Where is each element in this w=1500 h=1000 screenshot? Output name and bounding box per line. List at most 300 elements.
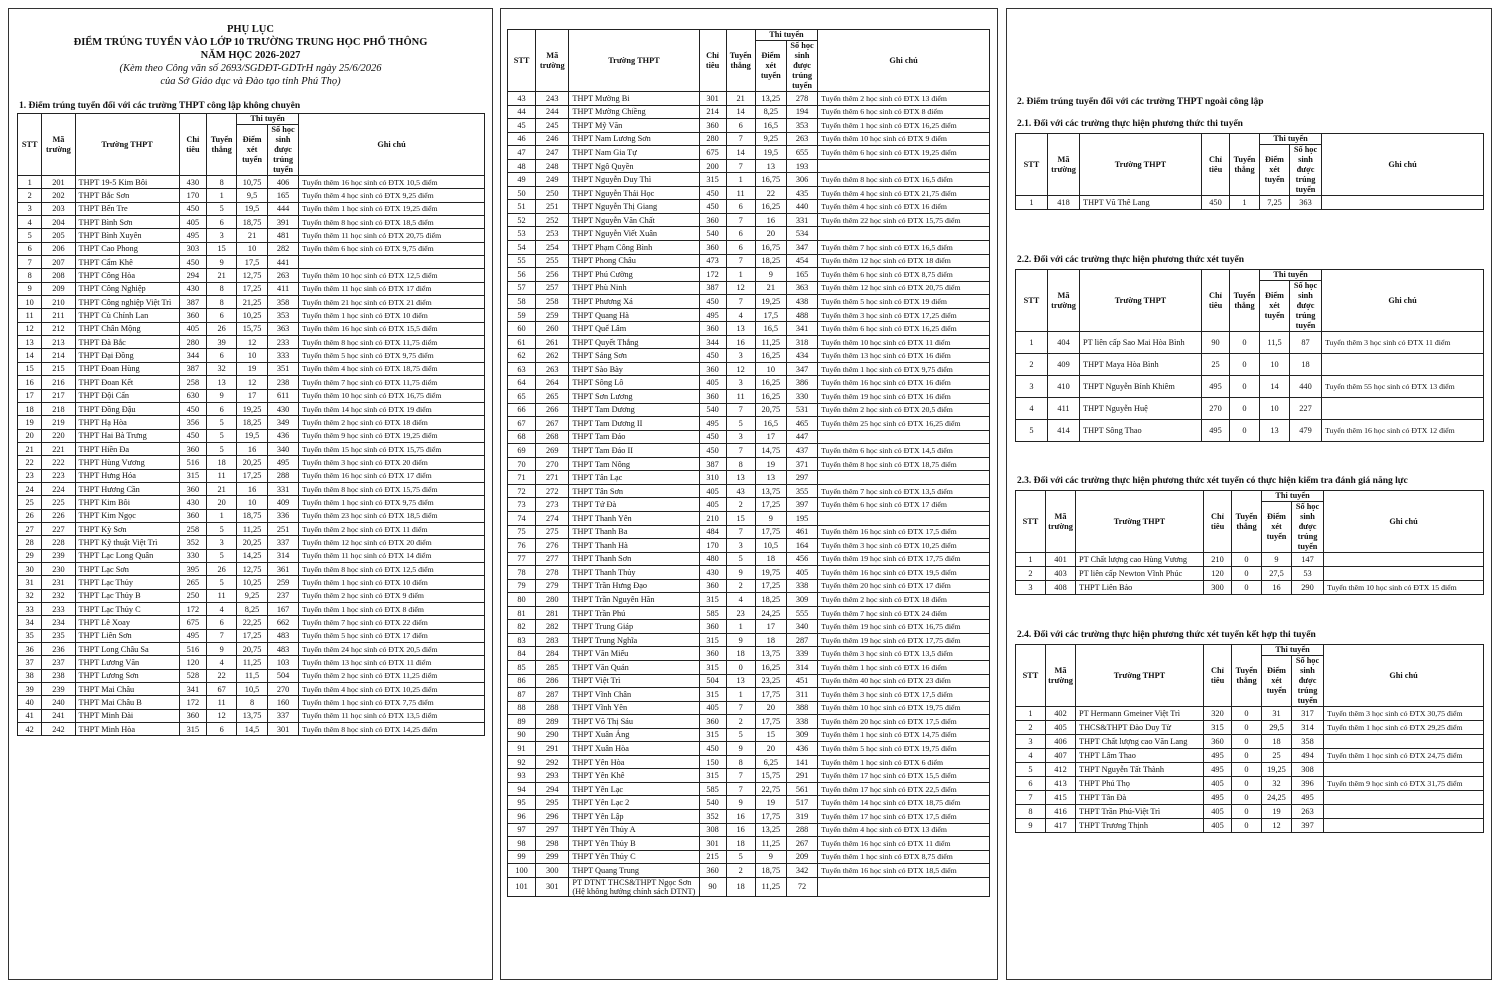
stt-cell: 48 bbox=[508, 159, 536, 173]
school-name-cell: THPT Võ Thị Sáu bbox=[569, 715, 699, 729]
cutoff-score-cell: 19 bbox=[237, 362, 268, 375]
school-name-cell: THPT Trần Phú-Việt Trì bbox=[1076, 805, 1204, 819]
table-row bbox=[508, 92, 990, 106]
stt-cell: 91 bbox=[508, 742, 536, 756]
admitted-count-cell: 555 bbox=[786, 606, 817, 620]
direct-admit-cell: 18 bbox=[207, 456, 237, 469]
stt-cell: 36 bbox=[18, 643, 42, 656]
school-code-cell: 288 bbox=[536, 701, 569, 715]
school-name-cell: THPT Lạc Long Quân bbox=[75, 549, 179, 562]
exam-schools-table bbox=[1015, 133, 1484, 210]
admitted-count-cell: 165 bbox=[786, 268, 817, 282]
school-code-cell: 224 bbox=[42, 482, 75, 495]
quota-cell: 540 bbox=[699, 403, 726, 417]
school-code-cell: 259 bbox=[536, 308, 569, 322]
stt-cell: 49 bbox=[508, 173, 536, 187]
stt-cell: 65 bbox=[508, 390, 536, 404]
note-cell: Tuyển thêm 19 học sinh có ĐTX 16,75 điểm bbox=[818, 620, 990, 634]
stt-cell: 70 bbox=[508, 457, 536, 471]
school-name-cell: THPT Lạc Thủy bbox=[75, 576, 179, 589]
note-cell: Tuyển thêm 10 học sinh có ĐTX 19,75 điểm bbox=[818, 701, 990, 715]
school-name-cell: THPT Minh Đài bbox=[75, 709, 179, 722]
school-name-cell: THPT Bắc Sơn bbox=[75, 189, 179, 202]
cutoff-score-cell: 21 bbox=[237, 229, 268, 242]
direct-admit-cell: 12 bbox=[726, 362, 755, 376]
stt-cell: 74 bbox=[508, 511, 536, 525]
stt-cell: 93 bbox=[508, 769, 536, 783]
school-name-cell: THPT Yên Lạc 2 bbox=[569, 796, 699, 810]
admitted-count-cell: 495 bbox=[1292, 791, 1324, 805]
admitted-count-cell: 405 bbox=[786, 566, 817, 580]
direct-admit-cell: 3 bbox=[726, 349, 755, 363]
table-row bbox=[508, 877, 990, 896]
school-code-cell: 411 bbox=[1048, 398, 1080, 420]
school-name-cell: THPT Mường Bi bbox=[569, 92, 699, 106]
admitted-count-cell: 358 bbox=[268, 296, 299, 309]
cutoff-score-cell: 10 bbox=[237, 242, 268, 255]
school-code-cell: 417 bbox=[1046, 819, 1076, 833]
school-name-cell: THPT Quang Hà bbox=[569, 308, 699, 322]
quota-cell: 330 bbox=[179, 549, 207, 562]
admitted-count-cell: 227 bbox=[1290, 398, 1322, 420]
stt-cell: 5 bbox=[1016, 763, 1046, 777]
quota-cell: 360 bbox=[699, 119, 726, 133]
note-cell: Tuyển thêm 16 học sinh có ĐTX 10,5 điểm bbox=[299, 176, 485, 189]
cutoff-score-cell: 9 bbox=[755, 511, 786, 525]
school-name-cell: THPT Chân Mộng bbox=[75, 322, 179, 335]
school-name-cell: THPT Nguyễn Thái Học bbox=[569, 186, 699, 200]
school-name-cell: THPT Phong Châu bbox=[569, 254, 699, 268]
table-row bbox=[508, 335, 990, 349]
note-cell: Tuyển thêm 11 học sinh có ĐTX 17 điểm bbox=[299, 282, 485, 295]
admitted-count-cell: 351 bbox=[268, 362, 299, 375]
school-code-cell: 289 bbox=[536, 715, 569, 729]
note-cell: Tuyển thêm 14 học sinh có ĐTX 18,75 điểm bbox=[818, 796, 990, 810]
direct-admit-cell: 13 bbox=[726, 471, 755, 485]
stt-cell: 4 bbox=[1016, 398, 1048, 420]
note-cell bbox=[818, 227, 990, 241]
note-cell: Tuyển thêm 2 học sinh có ĐTX 11 điểm bbox=[299, 522, 485, 535]
school-name-cell: THPT Phú Thọ bbox=[1076, 777, 1204, 791]
quota-cell: 450 bbox=[699, 295, 726, 309]
quota-cell: 395 bbox=[179, 562, 207, 575]
stt-cell: 1 bbox=[1016, 553, 1046, 567]
table-row bbox=[18, 696, 485, 709]
note-cell: Tuyển thêm 16 học sinh có ĐTX 18,5 điểm bbox=[818, 864, 990, 878]
school-name-cell: THPT Cẩm Khê bbox=[75, 256, 179, 269]
school-code-cell: 284 bbox=[536, 647, 569, 661]
col-header-cutoff-score: Điểm xét tuyển bbox=[1260, 281, 1290, 332]
table-row bbox=[18, 202, 485, 215]
direct-admit-cell: 0 bbox=[1232, 763, 1262, 777]
note-cell: Tuyển thêm 6 học sinh có ĐTX 9,75 điểm bbox=[299, 242, 485, 255]
direct-admit-cell: 5 bbox=[726, 417, 755, 431]
cutoff-score-cell: 19 bbox=[755, 457, 786, 471]
cutoff-score-cell: 10,5 bbox=[755, 539, 786, 553]
stt-cell: 37 bbox=[18, 656, 42, 669]
note-cell bbox=[1324, 819, 1484, 833]
quota-cell: 315 bbox=[699, 173, 726, 187]
quota-cell: 450 bbox=[699, 200, 726, 214]
admitted-count-cell: 288 bbox=[268, 469, 299, 482]
stt-cell: 101 bbox=[508, 877, 536, 896]
table-row bbox=[508, 511, 990, 525]
note-cell: Tuyển thêm 16 học sinh có ĐTX 11 điểm bbox=[818, 837, 990, 851]
stt-cell: 69 bbox=[508, 444, 536, 458]
school-code-cell: 231 bbox=[42, 576, 75, 589]
admitted-count-cell: 517 bbox=[786, 796, 817, 810]
cutoff-score-cell: 10 bbox=[237, 349, 268, 362]
note-cell: Tuyển thêm 6 học sinh có ĐTX 16,25 điểm bbox=[818, 322, 990, 336]
school-code-cell: 283 bbox=[536, 633, 569, 647]
stt-cell: 3 bbox=[1016, 581, 1046, 595]
admitted-count-cell: 363 bbox=[1290, 196, 1322, 210]
stt-cell: 75 bbox=[508, 525, 536, 539]
table-row bbox=[1016, 581, 1484, 595]
school-name-cell: THPT Sông Thao bbox=[1080, 420, 1202, 442]
note-cell: Tuyển thêm 8 học sinh có ĐTX 14,25 điểm bbox=[299, 723, 485, 736]
school-name-cell: THPT Sơn Lương bbox=[569, 390, 699, 404]
admitted-count-cell: 434 bbox=[786, 349, 817, 363]
cutoff-score-cell: 11,25 bbox=[237, 522, 268, 535]
quota-cell: 360 bbox=[179, 509, 207, 522]
school-code-cell: 248 bbox=[536, 159, 569, 173]
note-cell: Tuyển thêm 2 học sinh có ĐTX 11,25 điểm bbox=[299, 669, 485, 682]
school-name-cell: THPT Tam Dương bbox=[569, 403, 699, 417]
stt-cell: 1 bbox=[1016, 196, 1048, 210]
school-name-cell: THPT Sáng Sơn bbox=[569, 349, 699, 363]
admitted-count-cell: 160 bbox=[268, 696, 299, 709]
col-header-admitted-count: Số học sinh được trúng tuyển bbox=[1290, 281, 1322, 332]
school-name-cell: THPT Mai Châu B bbox=[75, 696, 179, 709]
school-name-cell: THPT Văn Quán bbox=[569, 660, 699, 674]
quota-cell: 450 bbox=[699, 349, 726, 363]
cutoff-score-cell: 18,25 bbox=[755, 593, 786, 607]
cutoff-score-cell: 24,25 bbox=[755, 606, 786, 620]
note-cell bbox=[818, 159, 990, 173]
note-cell: Tuyển thêm 10 học sinh có ĐTX 12,5 điểm bbox=[299, 269, 485, 282]
quota-cell: 387 bbox=[179, 296, 207, 309]
cutoff-score-cell: 11,25 bbox=[755, 877, 786, 896]
note-cell: Tuyển thêm 3 học sinh có ĐTX 10,25 điểm bbox=[818, 539, 990, 553]
table-row bbox=[18, 643, 485, 656]
cutoff-score-cell: 10 bbox=[237, 496, 268, 509]
stt-cell: 4 bbox=[18, 216, 42, 229]
school-code-cell: 280 bbox=[536, 593, 569, 607]
stt-cell: 1 bbox=[1016, 707, 1046, 721]
direct-admit-cell: 11 bbox=[726, 186, 755, 200]
direct-admit-cell: 9 bbox=[207, 256, 237, 269]
direct-admit-cell: 7 bbox=[726, 769, 755, 783]
col-header-school-code: Mã trường bbox=[536, 30, 569, 92]
direct-admit-cell: 0 bbox=[1230, 354, 1260, 376]
note-cell: Tuyển thêm 2 học sinh có ĐTX 13 điểm bbox=[818, 92, 990, 106]
note-cell: Tuyển thêm 40 học sinh có ĐTX 23 điểm bbox=[818, 674, 990, 688]
cutoff-score-cell: 20,25 bbox=[237, 456, 268, 469]
school-name-cell: THPT Yên Thủy A bbox=[569, 823, 699, 837]
school-code-cell: 241 bbox=[42, 709, 75, 722]
school-code-cell: 214 bbox=[42, 349, 75, 362]
col-header-note: Ghi chú bbox=[1324, 491, 1484, 553]
table-row bbox=[508, 362, 990, 376]
cutoff-score-cell: 9 bbox=[755, 268, 786, 282]
school-name-cell: THPT Tam Dương II bbox=[569, 417, 699, 431]
school-name-cell: THPT Trương Thịnh bbox=[1076, 819, 1204, 833]
direct-admit-cell: 8 bbox=[726, 457, 755, 471]
cutoff-score-cell: 19,25 bbox=[1262, 763, 1292, 777]
school-code-cell: 216 bbox=[42, 376, 75, 389]
stt-cell: 78 bbox=[508, 566, 536, 580]
col-header-exam-group: Thi tuyển bbox=[755, 30, 817, 41]
school-code-cell: 220 bbox=[42, 429, 75, 442]
school-code-cell: 247 bbox=[536, 146, 569, 160]
school-code-cell: 274 bbox=[536, 511, 569, 525]
cutoff-score-cell: 15,75 bbox=[755, 769, 786, 783]
direct-admit-cell: 6 bbox=[207, 723, 237, 736]
direct-admit-cell: 7 bbox=[207, 629, 237, 642]
quota-cell: 210 bbox=[1204, 553, 1232, 567]
cutoff-score-cell: 10,25 bbox=[237, 576, 268, 589]
table-row bbox=[18, 429, 485, 442]
quota-cell: 25 bbox=[1202, 354, 1230, 376]
admitted-count-cell: 263 bbox=[268, 269, 299, 282]
school-name-cell: THPT Kỳ Sơn bbox=[75, 522, 179, 535]
cutoff-score-cell: 22,25 bbox=[237, 616, 268, 629]
note-cell: Tuyển thêm 12 học sinh có ĐTX 20,75 điểm bbox=[818, 281, 990, 295]
stt-cell: 23 bbox=[18, 469, 42, 482]
col-header-cutoff-score: Điểm xét tuyển bbox=[237, 125, 268, 176]
cutoff-score-cell: 14,25 bbox=[237, 549, 268, 562]
school-name-cell: THPT Nguyễn Bỉnh Khiêm bbox=[1080, 376, 1202, 398]
note-cell: Tuyển thêm 15 học sinh có ĐTX 15,75 điểm bbox=[299, 442, 485, 455]
col-header-direct-admit: Tuyển thẳng bbox=[207, 114, 237, 176]
quota-cell: 258 bbox=[179, 376, 207, 389]
school-name-cell: THPT Yên Thủy C bbox=[569, 850, 699, 864]
direct-admit-cell: 8 bbox=[207, 282, 237, 295]
admitted-count-cell: 436 bbox=[786, 742, 817, 756]
col-header-quota: Chỉ tiêu bbox=[1202, 134, 1230, 196]
school-name-cell: THPT Đồng Đậu bbox=[75, 402, 179, 415]
school-name-cell: THPT Tứ Đà bbox=[569, 498, 699, 512]
direct-admit-cell: 5 bbox=[726, 850, 755, 864]
col-header-stt: STT bbox=[508, 30, 536, 92]
school-code-cell: 213 bbox=[42, 336, 75, 349]
col-header-exam-group: Thi tuyển bbox=[1262, 645, 1324, 656]
table-row bbox=[508, 850, 990, 864]
direct-admit-cell: 6 bbox=[726, 241, 755, 255]
cutoff-score-cell: 24,25 bbox=[1262, 791, 1292, 805]
stt-cell: 63 bbox=[508, 362, 536, 376]
cutoff-score-cell: 17,75 bbox=[755, 809, 786, 823]
quota-cell: 480 bbox=[699, 552, 726, 566]
stt-cell: 9 bbox=[18, 282, 42, 295]
table-row bbox=[18, 629, 485, 642]
appendix-title: PHỤ LỤC bbox=[227, 24, 274, 35]
note-cell: Tuyển thêm 5 học sinh có ĐTX 17 điểm bbox=[299, 629, 485, 642]
note-cell: Tuyển thêm 20 học sinh có ĐTX 17 điểm bbox=[818, 579, 990, 593]
admitted-count-cell: 167 bbox=[268, 603, 299, 616]
quota-cell: 405 bbox=[699, 376, 726, 390]
cutoff-score-cell: 9,25 bbox=[755, 132, 786, 146]
admitted-count-cell: 363 bbox=[786, 281, 817, 295]
note-cell: Tuyển thêm 3 học sinh có ĐTX 17,25 điểm bbox=[818, 308, 990, 322]
quota-cell: 540 bbox=[699, 796, 726, 810]
table-row bbox=[508, 769, 990, 783]
note-cell: Tuyển thêm 5 học sinh có ĐTX 19 điểm bbox=[818, 295, 990, 309]
school-name-cell: THPT Cù Chính Lan bbox=[75, 309, 179, 322]
quota-cell: 360 bbox=[699, 715, 726, 729]
school-name-cell: THPT Hạ Hòa bbox=[75, 416, 179, 429]
school-code-cell: 246 bbox=[536, 132, 569, 146]
direct-admit-cell: 43 bbox=[726, 484, 755, 498]
stt-cell: 8 bbox=[18, 269, 42, 282]
col-header-direct-admit: Tuyển thẳng bbox=[1232, 645, 1262, 707]
admitted-count-cell: 495 bbox=[268, 456, 299, 469]
quota-cell: 484 bbox=[699, 525, 726, 539]
table-row bbox=[508, 579, 990, 593]
document-page-1 bbox=[8, 8, 493, 980]
direct-admit-cell: 0 bbox=[1232, 581, 1262, 595]
stt-cell: 27 bbox=[18, 522, 42, 535]
cutoff-score-cell: 13 bbox=[755, 159, 786, 173]
quota-cell: 387 bbox=[699, 281, 726, 295]
school-name-cell: THPT Chất lượng cao Văn Lang bbox=[1076, 735, 1204, 749]
note-cell bbox=[818, 430, 990, 444]
stt-cell: 32 bbox=[18, 589, 42, 602]
table-row bbox=[1016, 398, 1484, 420]
direct-admit-cell: 7 bbox=[726, 254, 755, 268]
table-row bbox=[508, 254, 990, 268]
note-cell: Tuyển thêm 3 học sinh có ĐTX 30,75 điểm bbox=[1324, 707, 1484, 721]
table-row bbox=[1016, 735, 1484, 749]
quota-cell: 360 bbox=[699, 864, 726, 878]
school-name-cell: THPT Long Châu Sa bbox=[75, 643, 179, 656]
school-name-cell: THPT Ngô Quyền bbox=[569, 159, 699, 173]
cutoff-score-cell: 9 bbox=[1262, 553, 1292, 567]
admitted-count-cell: 435 bbox=[786, 186, 817, 200]
cutoff-score-cell: 7,25 bbox=[1260, 196, 1290, 210]
note-cell: Tuyển thêm 1 học sinh có ĐTX 19,25 điểm bbox=[299, 202, 485, 215]
school-name-cell: THPT Thanh Thủy bbox=[569, 566, 699, 580]
admitted-count-cell: 308 bbox=[1292, 763, 1324, 777]
school-code-cell: 296 bbox=[536, 809, 569, 823]
direct-admit-cell: 67 bbox=[207, 683, 237, 696]
direct-admit-cell: 12 bbox=[726, 281, 755, 295]
quota-cell: 450 bbox=[699, 444, 726, 458]
quota-cell: 280 bbox=[699, 132, 726, 146]
school-code-cell: 240 bbox=[42, 696, 75, 709]
school-code-cell: 226 bbox=[42, 509, 75, 522]
school-code-cell: 270 bbox=[536, 457, 569, 471]
quota-cell: 387 bbox=[699, 457, 726, 471]
direct-admit-cell: 5 bbox=[726, 728, 755, 742]
stt-cell: 79 bbox=[508, 579, 536, 593]
note-cell: Tuyển thêm 11 học sinh có ĐTX 20,75 điểm bbox=[299, 229, 485, 242]
note-cell: Tuyển thêm 4 học sinh có ĐTX 9,25 điểm bbox=[299, 189, 485, 202]
admitted-count-cell: 363 bbox=[268, 322, 299, 335]
school-code-cell: 290 bbox=[536, 728, 569, 742]
school-code-cell: 242 bbox=[42, 723, 75, 736]
school-name-cell: THPT Vũ Thê Lang bbox=[1080, 196, 1202, 210]
cutoff-score-cell: 23,25 bbox=[755, 674, 786, 688]
stt-cell: 2 bbox=[1016, 354, 1048, 376]
cutoff-score-cell: 17,25 bbox=[237, 282, 268, 295]
admitted-count-cell: 267 bbox=[786, 837, 817, 851]
quota-cell: 214 bbox=[699, 105, 726, 119]
table-row bbox=[508, 227, 990, 241]
direct-admit-cell: 32 bbox=[207, 362, 237, 375]
stt-cell: 81 bbox=[508, 606, 536, 620]
school-name-cell: THPT Trần Hưng Đạo bbox=[569, 579, 699, 593]
school-name-cell: THPT Trần Nguyên Hãn bbox=[569, 593, 699, 607]
assessment-schools-table bbox=[1015, 490, 1484, 595]
table-row bbox=[508, 200, 990, 214]
admitted-count-cell: 270 bbox=[268, 683, 299, 696]
cutoff-score-cell: 10,25 bbox=[237, 309, 268, 322]
admitted-count-cell: 87 bbox=[1290, 332, 1322, 354]
stt-cell: 59 bbox=[508, 308, 536, 322]
table-row bbox=[1016, 376, 1484, 398]
cutoff-score-cell: 9,25 bbox=[237, 589, 268, 602]
quota-cell: 360 bbox=[1204, 735, 1232, 749]
note-cell: Tuyển thêm 10 học sinh có ĐTX 15 điểm bbox=[1324, 581, 1484, 595]
stt-cell: 64 bbox=[508, 376, 536, 390]
school-name-cell: THPT Phương Xá bbox=[569, 295, 699, 309]
school-name-cell: THPT Đoan Kết bbox=[75, 376, 179, 389]
cutoff-score-cell: 17,25 bbox=[237, 629, 268, 642]
school-name-cell: THPT Lương Sơn bbox=[75, 669, 179, 682]
quota-cell: 405 bbox=[699, 484, 726, 498]
direct-admit-cell: 5 bbox=[207, 202, 237, 215]
admitted-count-cell: 306 bbox=[786, 173, 817, 187]
school-code-cell: 298 bbox=[536, 837, 569, 851]
school-name-cell: THPT Trung Nghĩa bbox=[569, 633, 699, 647]
admitted-count-cell: 353 bbox=[268, 309, 299, 322]
school-code-cell: 234 bbox=[42, 616, 75, 629]
admitted-count-cell: 483 bbox=[268, 643, 299, 656]
direct-admit-cell: 0 bbox=[1232, 553, 1262, 567]
quota-cell: 303 bbox=[179, 242, 207, 255]
cutoff-score-cell: 17 bbox=[237, 389, 268, 402]
school-name-cell: THPT Cao Phong bbox=[75, 242, 179, 255]
note-cell: Tuyển thêm 19 học sinh có ĐTX 16 điểm bbox=[818, 390, 990, 404]
school-name-cell: THPT Tam Nông bbox=[569, 457, 699, 471]
quota-cell: 540 bbox=[699, 227, 726, 241]
stt-cell: 98 bbox=[508, 837, 536, 851]
school-name-cell: THPT Thanh Yên bbox=[569, 511, 699, 525]
school-code-cell: 222 bbox=[42, 456, 75, 469]
school-name-cell: THPT Sông Lô bbox=[569, 376, 699, 390]
note-cell: Tuyển thêm 8 học sinh có ĐTX 16,5 điểm bbox=[818, 173, 990, 187]
table-row bbox=[508, 606, 990, 620]
school-name-cell: THPT Liên Bảo bbox=[1076, 581, 1204, 595]
cutoff-score-cell: 15 bbox=[755, 728, 786, 742]
table-row bbox=[18, 576, 485, 589]
school-code-cell: 402 bbox=[1046, 707, 1076, 721]
stt-cell: 19 bbox=[18, 416, 42, 429]
col-header-admitted-count: Số học sinh được trúng tuyển bbox=[1292, 502, 1324, 553]
direct-admit-cell: 0 bbox=[1230, 332, 1260, 354]
admitted-count-cell: 397 bbox=[786, 498, 817, 512]
note-cell: Tuyển thêm 10 học sinh có ĐTX 11 điểm bbox=[818, 335, 990, 349]
admitted-count-cell: 461 bbox=[786, 525, 817, 539]
school-code-cell: 412 bbox=[1046, 763, 1076, 777]
stt-cell: 97 bbox=[508, 823, 536, 837]
quota-cell: 315 bbox=[699, 769, 726, 783]
table-row bbox=[508, 430, 990, 444]
quota-cell: 360 bbox=[699, 647, 726, 661]
note-cell: Tuyển thêm 6 học sinh có ĐTX 19,25 điểm bbox=[818, 146, 990, 160]
